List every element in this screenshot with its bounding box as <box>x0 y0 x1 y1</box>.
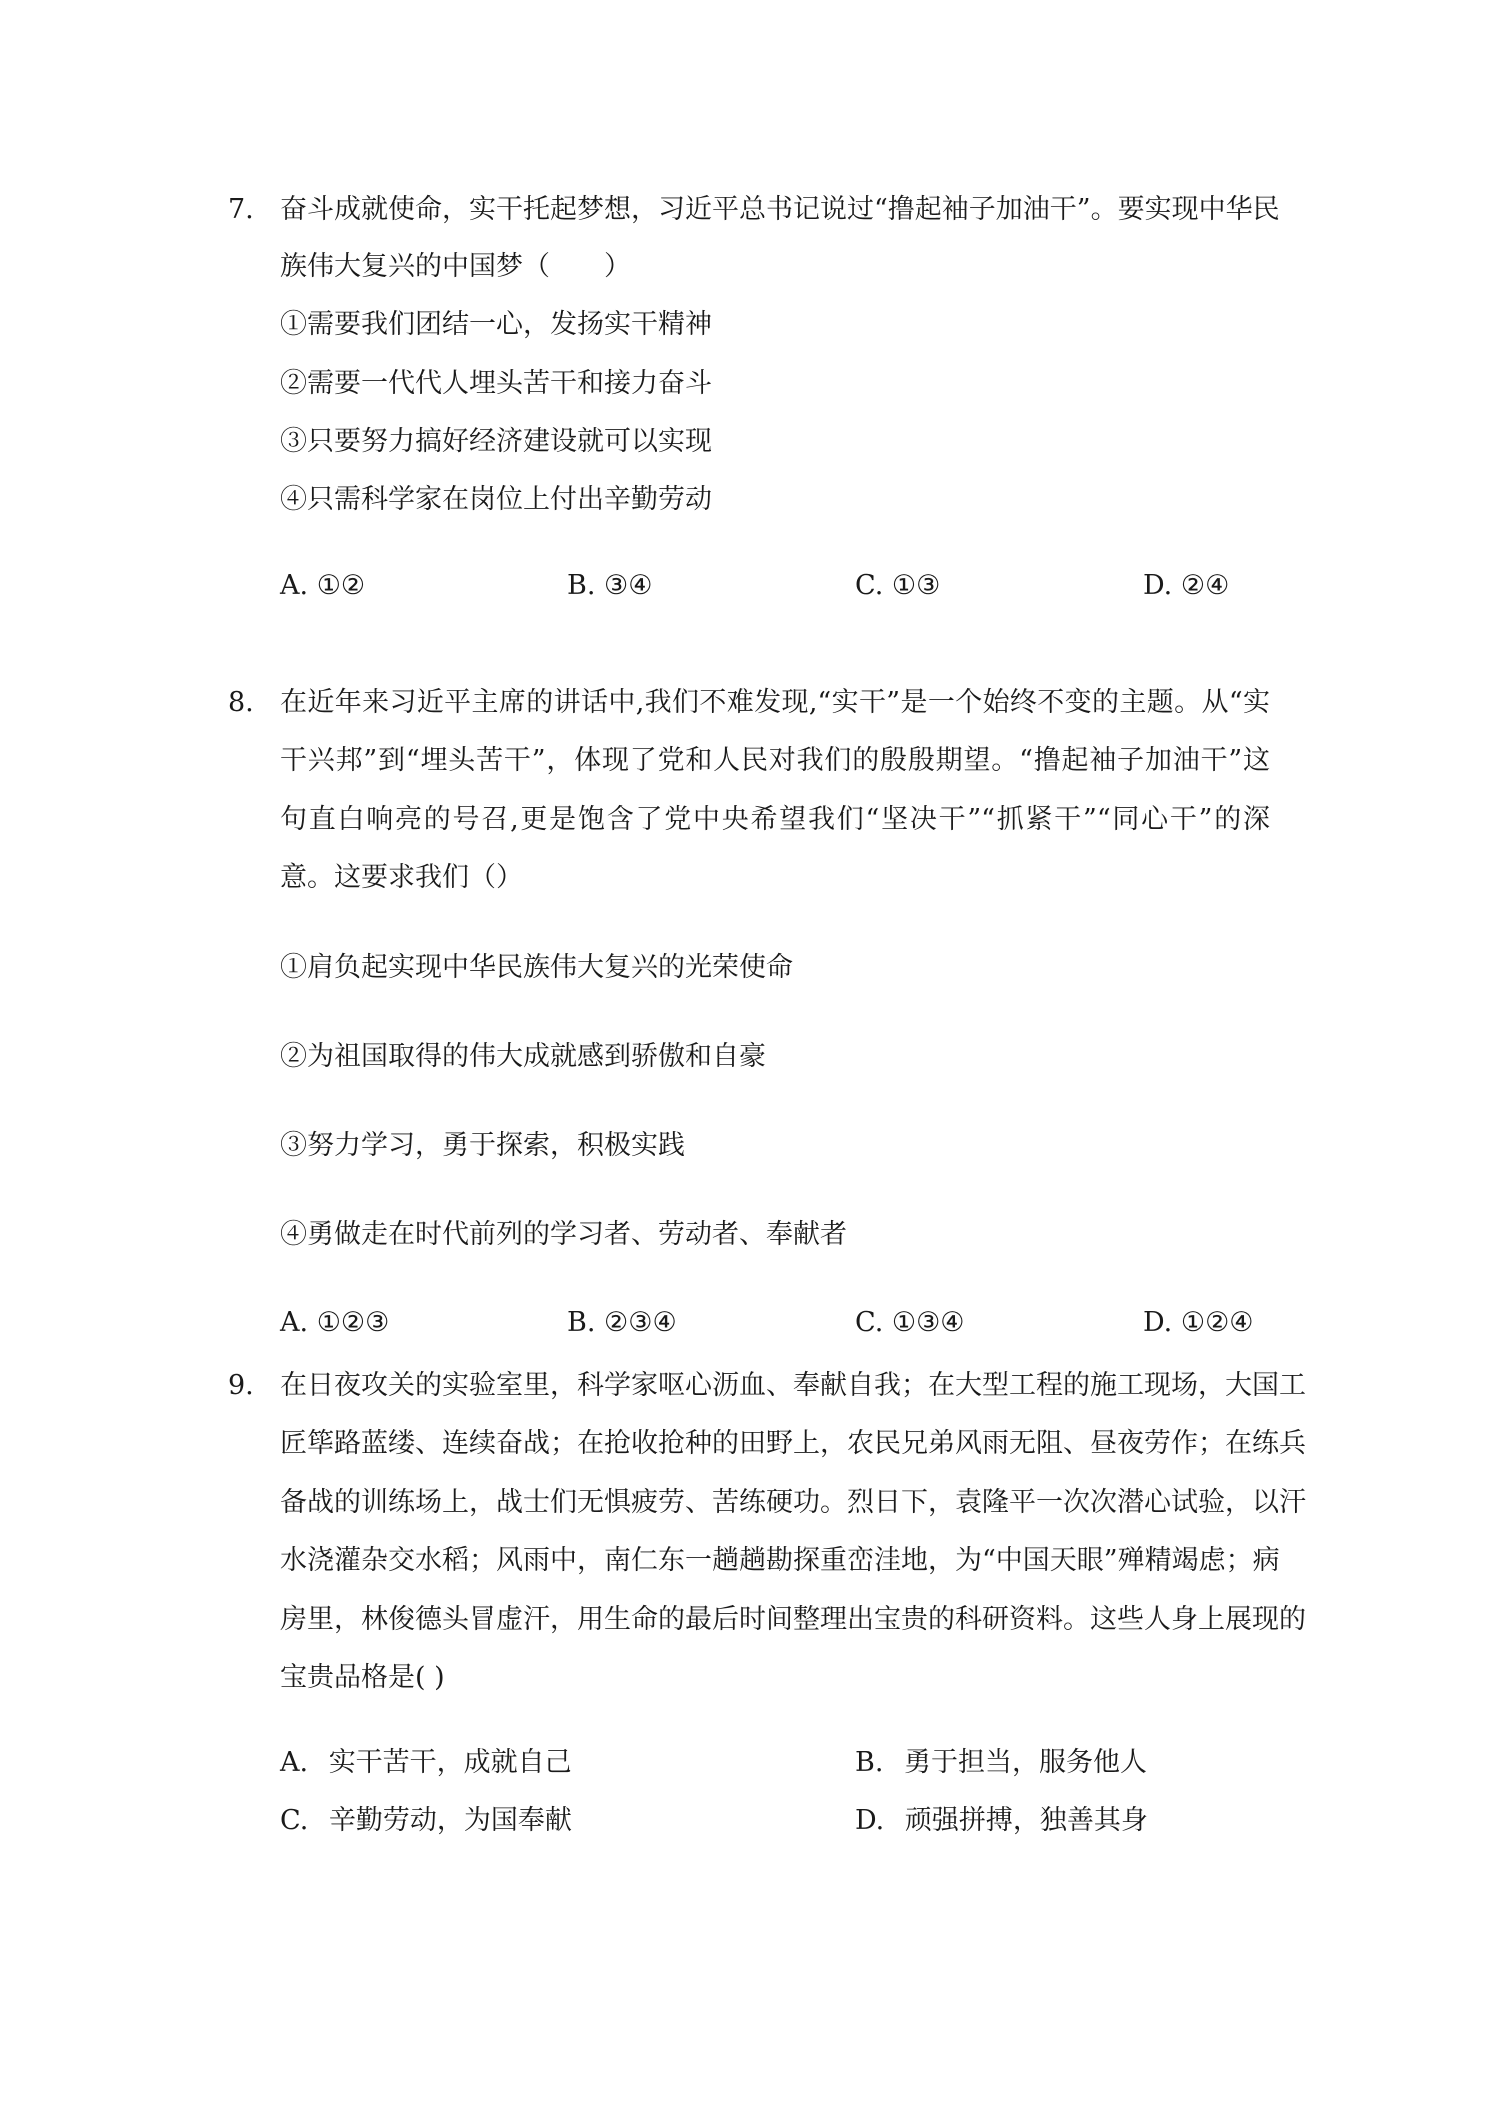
question-stem-line: 句直白响亮的号召,更是饱含了党中央希望我们“坚决干”“抓紧干”“同心干”的深 <box>280 804 1270 835</box>
option-text: ①③④ <box>891 1307 965 1338</box>
question-stem-line: 匠筚路蓝缕、连续奋战；在抢收抢种的田野上，农民兄弟风雨无阻、昼夜劳作；在练兵 <box>280 1428 1306 1459</box>
option-letter: A. <box>280 1747 309 1778</box>
statement: ③只要努力搞好经济建设就可以实现 <box>280 426 712 457</box>
option-text: ②③④ <box>604 1307 677 1338</box>
statement: ②为祖国取得的伟大成就感到骄傲和自豪 <box>280 1041 766 1072</box>
option-text: ①③ <box>891 570 941 601</box>
option-text: 辛勤劳动，为国奉献 <box>328 1805 572 1836</box>
option-text: 勇于担当，服务他人 <box>904 1747 1148 1778</box>
question-stem-line: 奋斗成就使命，实干托起梦想，习近平总书记说过“撸起袖子加油干”。要实现中华民 <box>280 194 1280 225</box>
statement: ①肩负起实现中华民族伟大复兴的光荣使命 <box>280 952 793 983</box>
option-c[interactable] <box>855 1303 965 1343</box>
question-number: 8. <box>228 687 254 718</box>
option-d[interactable] <box>1143 566 1229 606</box>
question-stem-line: 在日夜攻关的实验室里，科学家呕心沥血、奉献自我；在大型工程的施工现场，大国工 <box>280 1370 1306 1401</box>
option-d[interactable] <box>855 1801 1148 1841</box>
option-d[interactable] <box>1143 1303 1254 1343</box>
option-b[interactable] <box>567 1303 677 1343</box>
option-text: ①②④ <box>1180 1307 1254 1338</box>
option-text: 顽强拼搏，独善其身 <box>904 1805 1148 1836</box>
option-text: ①②③ <box>316 1307 390 1338</box>
question-stem-line: 意。这要求我们（） <box>280 862 523 893</box>
statement: ②需要一代代人埋头苦干和接力奋斗 <box>280 368 712 399</box>
option-c[interactable] <box>280 1801 572 1841</box>
option-b[interactable] <box>855 1743 1147 1783</box>
option-letter: D. <box>1143 570 1173 601</box>
option-a[interactable] <box>280 1743 572 1783</box>
option-text: 实干苦干，成就自己 <box>328 1747 572 1778</box>
option-text: ③④ <box>604 570 653 601</box>
question-stem-line: 干兴邦”到“埋头苦干”，体现了党和人民对我们的殷殷期望。“撸起袖子加油干”这 <box>280 745 1270 776</box>
question-stem-line: 宝贵品格是( ) <box>280 1662 445 1693</box>
option-letter: B. <box>567 570 596 601</box>
statement: ①需要我们团结一心，发扬实干精神 <box>280 309 712 340</box>
option-a[interactable] <box>280 566 365 606</box>
option-b[interactable] <box>567 566 652 606</box>
option-letter: A. <box>280 570 309 601</box>
option-text: ①② <box>316 570 366 601</box>
option-letter: C. <box>855 1307 884 1338</box>
question-number: 7. <box>228 194 254 225</box>
option-a[interactable] <box>280 1303 389 1343</box>
option-letter: B. <box>855 1747 884 1778</box>
option-letter: C. <box>855 570 884 601</box>
option-letter: A. <box>280 1307 309 1338</box>
option-letter: D. <box>855 1805 885 1836</box>
statement: ④勇做走在时代前列的学习者、劳动者、奉献者 <box>280 1219 847 1250</box>
question-stem-line: 族伟大复兴的中国梦（ ） <box>280 251 631 282</box>
option-letter: C. <box>280 1805 309 1836</box>
question-stem-line: 房里，林俊德头冒虚汗，用生命的最后时间整理出宝贵的科研资料。这些人身上展现的 <box>280 1604 1306 1635</box>
statement: ④只需科学家在岗位上付出辛勤劳动 <box>280 484 712 515</box>
option-letter: B. <box>567 1307 596 1338</box>
option-text: ②④ <box>1180 570 1230 601</box>
question-stem-line: 水浇灌杂交水稻；风雨中，南仁东一趟趟勘探重峦洼地，为“中国天眼”殚精竭虑；病 <box>280 1545 1280 1576</box>
question-stem-line: 在近年来习近平主席的讲话中,我们不难发现,“实干”是一个始终不变的主题。从“实 <box>280 687 1270 718</box>
statement: ③努力学习，勇于探索，积极实践 <box>280 1130 685 1161</box>
question-number: 9. <box>228 1370 254 1401</box>
option-c[interactable] <box>855 566 940 606</box>
option-letter: D. <box>1143 1307 1173 1338</box>
question-stem-line: 备战的训练场上，战士们无惧疲劳、苦练硬功。烈日下，袁隆平一次次潜心试验，以汗 <box>280 1487 1306 1518</box>
